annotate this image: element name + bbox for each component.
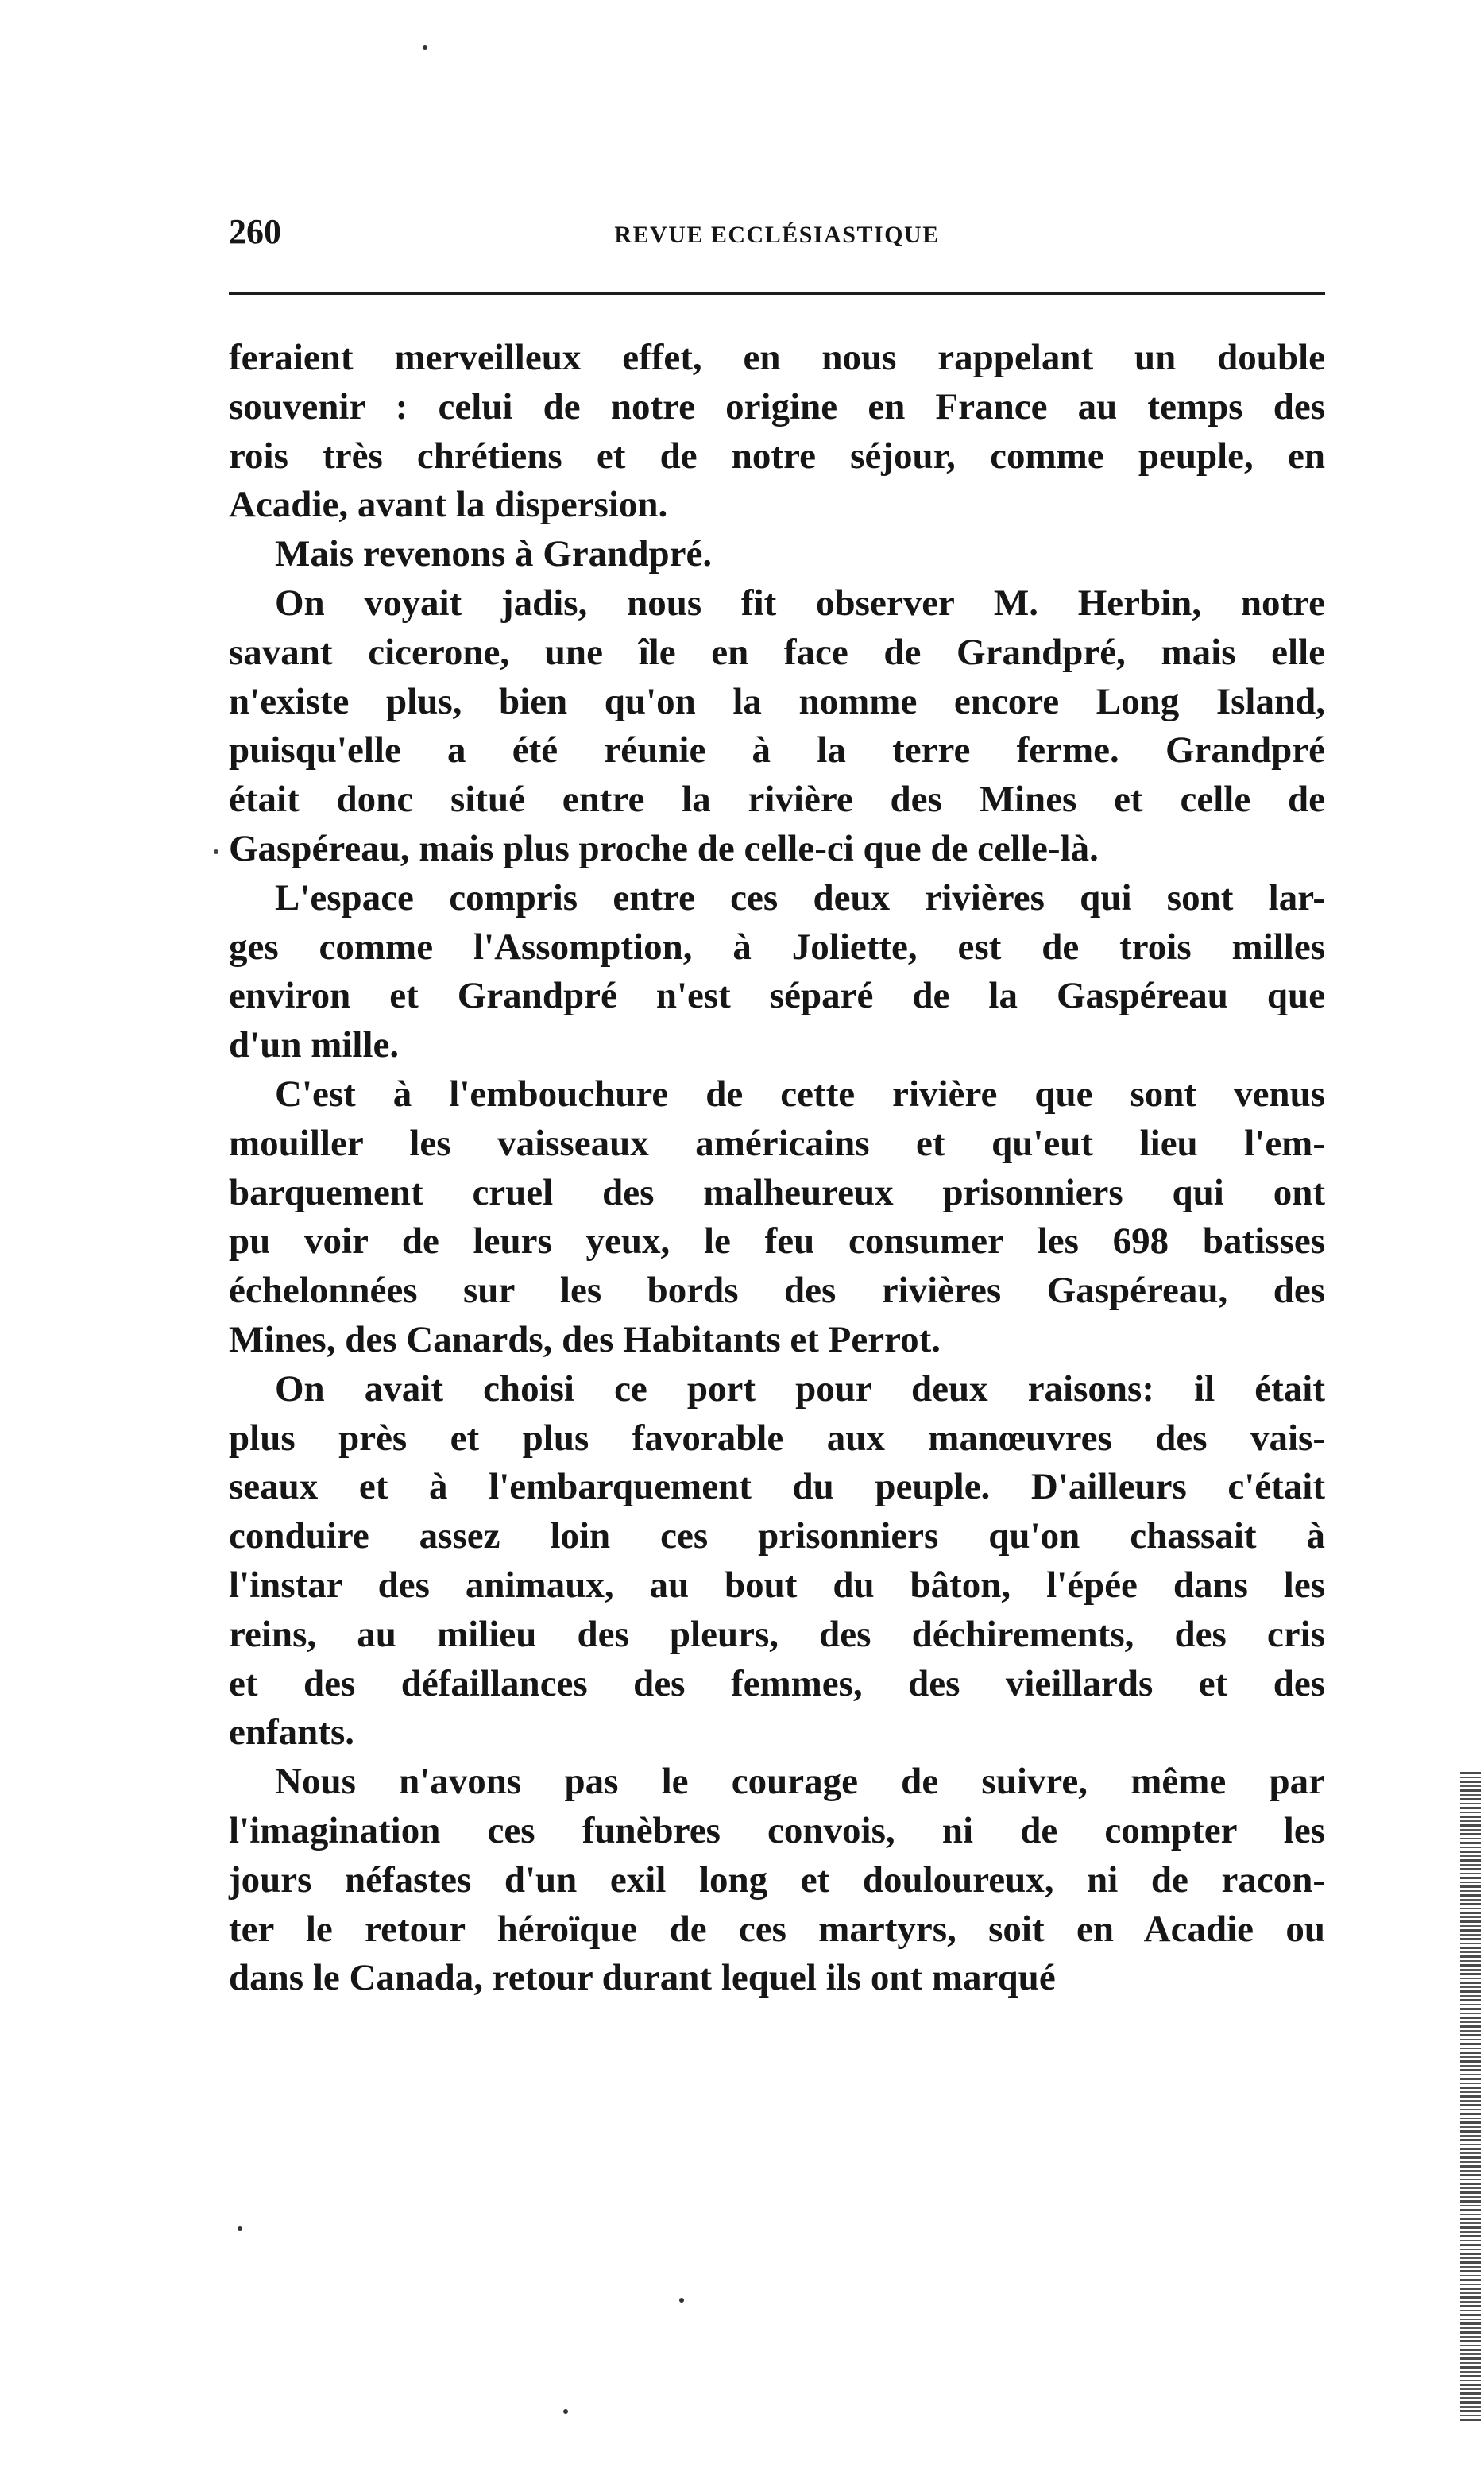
text-line: mouiller les vaisseaux américains et qu'eut lieu l'em- — [229, 1122, 1325, 1164]
text-line: On avait choisi ce port pour deux raisons: il était — [275, 1367, 1325, 1410]
text-line: rois très chrétiens et de notre séjour, comme peuple, en — [229, 435, 1325, 477]
paragraph — [229, 1365, 1325, 1758]
paragraph — [229, 579, 1325, 874]
text-line: Mais revenons à Grandpré. — [275, 533, 713, 575]
text-line: L'espace compris entre ces deux rivières qui sont lar- — [275, 876, 1325, 919]
text-line: On voyait jadis, nous fit observer M. Herbin, notre — [275, 582, 1325, 624]
text-line: seaux et à l'embarquement du peuple. D'ailleurs c'était — [229, 1466, 1325, 1508]
text-line: pu voir de leurs yeux, le feu consumer les 698 batisses — [229, 1220, 1325, 1263]
text-line: était donc situé entre la rivière des Mines et celle de — [229, 779, 1325, 821]
text-line: environ et Grandpré n'est séparé de la Gaspéreau que — [229, 975, 1325, 1017]
running-head: REVUE ECCLÉSIASTIQUE — [614, 222, 940, 248]
page-number: 260 — [229, 212, 281, 251]
text-line: ter le retour héroïque de ces martyrs, soit en Acadie ou — [229, 1908, 1325, 1950]
text-line: et des défaillances des femmes, des vieillards et des — [229, 1662, 1325, 1704]
text-line: Nous n'avons pas le courage de suivre, même par — [275, 1761, 1325, 1803]
text-line: l'instar des animaux, au bout du bâton, l'épée dans les — [229, 1564, 1325, 1606]
text-line: l'imagination ces funèbres convois, ni de compter les — [229, 1809, 1325, 1851]
text-line: ges comme l'Assomption, à Joliette, est de trois milles — [229, 926, 1325, 968]
paragraph — [229, 1758, 1325, 2003]
body-text — [229, 334, 1325, 2003]
page-header — [229, 208, 1325, 256]
text-line: feraient merveilleux effet, en nous rappelant un double — [229, 337, 1325, 378]
text-line: enfants. — [229, 1711, 354, 1754]
paragraph — [229, 530, 1325, 579]
text-line: C'est à l'embouchure de cette rivière que sont venus — [275, 1073, 1325, 1115]
text-line: souvenir : celui de notre origine en France au temps des — [229, 385, 1325, 427]
paragraph — [229, 334, 1325, 530]
text-line: plus près et plus favorable aux manœuvres des vais- — [229, 1417, 1325, 1459]
header-rule — [229, 292, 1325, 295]
text-line: échelonnées sur les bords des rivières Gaspéreau, des — [229, 1270, 1325, 1312]
text-line: barquement cruel des malheureux prisonniers qui ont — [229, 1171, 1325, 1213]
paragraph — [229, 874, 1325, 1070]
paragraph — [229, 1070, 1325, 1365]
text-line: conduire assez loin ces prisonniers qu'on chassait à — [229, 1515, 1325, 1557]
text-line: Gaspéreau, mais plus proche de celle-ci que de celle-là. — [229, 827, 1099, 869]
text-line: savant cicerone, une île en face de Grandpré, mais elle — [229, 631, 1325, 673]
text-line: Mines, des Canards, des Habitants et Perrot. — [229, 1318, 941, 1360]
text-line: jours néfastes d'un exil long et douloureux, ni de racon- — [229, 1858, 1325, 1901]
text-line: puisqu'elle a été réunie à la terre ferme. Grandpré — [229, 729, 1325, 772]
page-edge-artifact — [1460, 1772, 1481, 2423]
text-line: dans le Canada, retour durant lequel ils ont marqué — [229, 1957, 1056, 1999]
text-line: n'existe plus, bien qu'on la nomme encore Long Island, — [229, 680, 1325, 722]
text-line: Acadie, avant la dispersion. — [229, 484, 668, 526]
text-line: reins, au milieu des pleurs, des déchirements, des cris — [229, 1613, 1325, 1655]
text-line: d'un mille. — [229, 1024, 400, 1066]
